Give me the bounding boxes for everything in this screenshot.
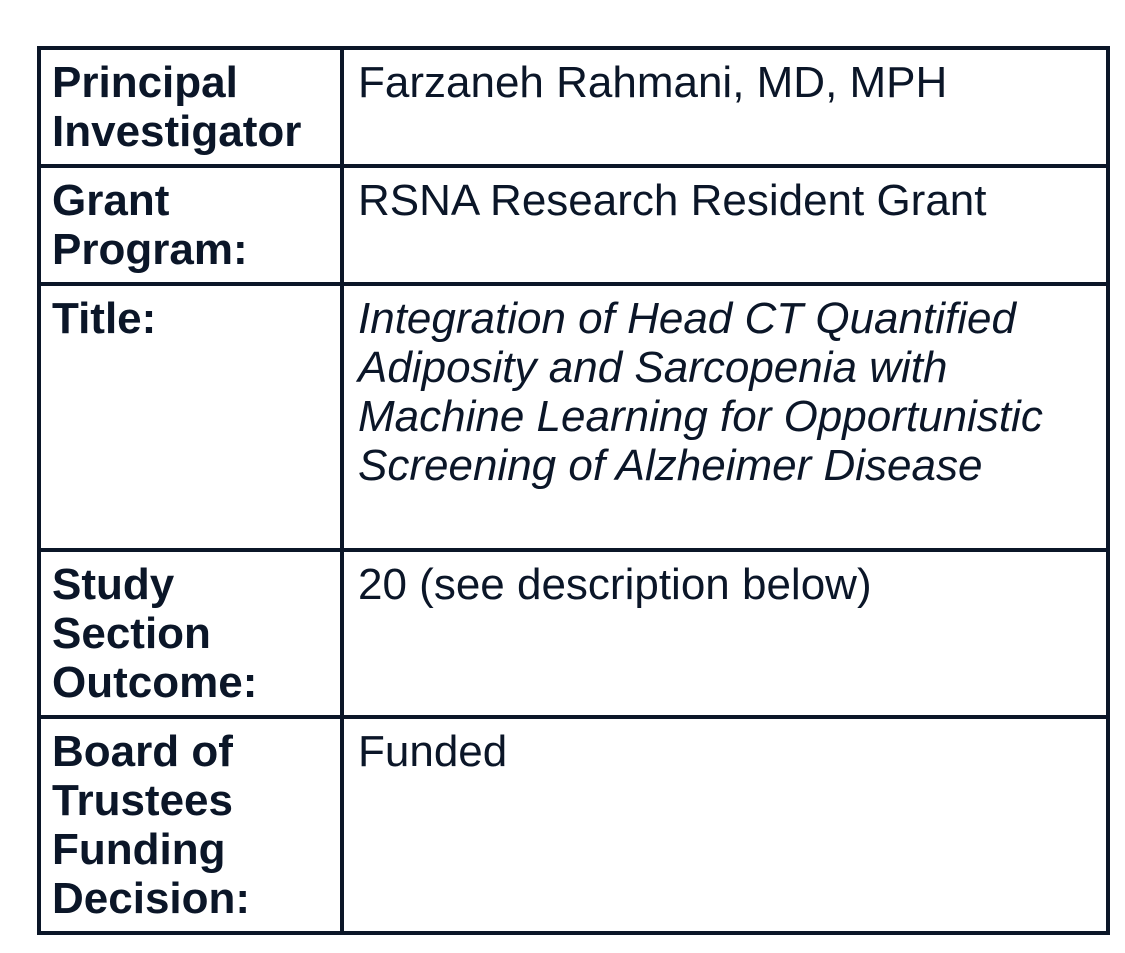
table-row-title: [39, 284, 1108, 550]
principal-investigator-label: Principal Investigator: [39, 48, 342, 166]
table-row-principal-investigator: [39, 48, 1108, 166]
title-value: Integration of Head CT Quantified Adiposity and Sarcopenia with Machine Learning for Opportunistic Screening of Alzheimer Disease: [342, 284, 1108, 550]
funding-decision-label: Board of Trustees Funding Decision:: [39, 717, 342, 933]
study-section-outcome-label: Study Section Outcome:: [39, 550, 342, 717]
grant-info-table: [37, 46, 1110, 935]
table-row-grant-program: [39, 166, 1108, 284]
title-label: Title:: [39, 284, 342, 550]
study-section-outcome-value: 20 (see description below): [342, 550, 1108, 717]
principal-investigator-value: Farzaneh Rahmani, MD, MPH: [342, 48, 1108, 166]
table-row-study-section-outcome: [39, 550, 1108, 717]
grant-program-label: Grant Program:: [39, 166, 342, 284]
table-row-funding-decision: [39, 717, 1108, 933]
funding-decision-value: Funded: [342, 717, 1108, 933]
grant-program-value: RSNA Research Resident Grant: [342, 166, 1108, 284]
